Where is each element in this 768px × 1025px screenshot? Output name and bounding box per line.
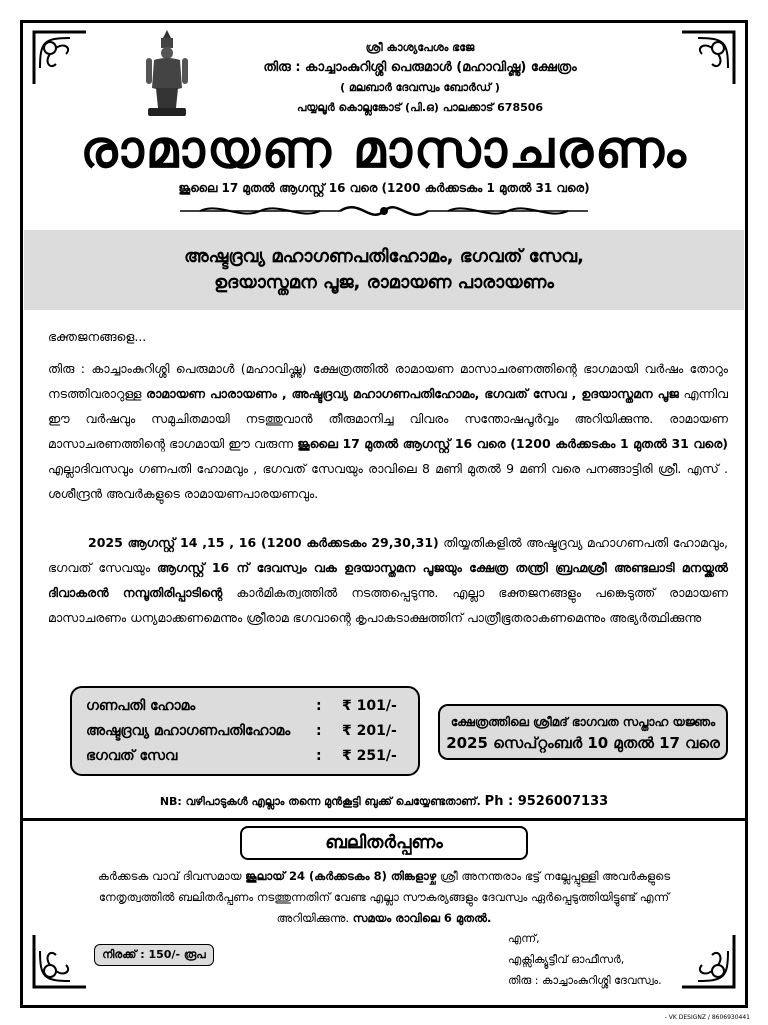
paragraph-1 [48,356,728,506]
phone-number: Ph : 9526007133 [484,794,609,809]
fee-name: ഭഗവത് സേവ [86,748,178,764]
temple-header [200,38,640,118]
invocation: ശ്രീ കാശ്യപേശം ഭജേ [365,41,475,54]
temple-name: തിരു : കാച്ചാംകുറിശ്ശി പെരുമാൾ (മഹാവിഷ്ണു) ക്ഷേത്രം [263,60,577,75]
fee-row [86,719,404,744]
offering-fees-box [70,686,420,776]
bali-bold-date: ജൂലായ് 24 (കർക്കടകം 8) തിങ്കളാഴ്ച [245,869,437,883]
para1-text: എല്ലാദിവസവും ഗണപതി ഹോമവും , ഭഗവത് സേവയും രാവിലെ 8 മണി മുതൽ 9 മണി വരെ പനങ്ങാട്ടിരി ശ്രീ. എസ് . ശശീന്ദ്രൻ അവർകളുടെ രാമായണപാരയണവും. [48,461,728,501]
greeting: ഭക്തജനങ്ങളെ... [48,329,147,344]
designer-credit: - VK DESIGNZ / 8606930441 [664,1014,750,1021]
event-dates: ജൂലൈ 17 മുതൽ ആഗസ്റ്റ് 16 വരെ (1200 കർക്കടകം 1 മുതൽ 31 വരെ) [178,181,590,195]
balitharpanam-text [90,866,678,929]
fee-row [86,744,404,769]
fee-price: ₹ 201/- [342,723,397,739]
fee-name: അഷ്ടദ്രവ്യ മഹാഗണപതിഹോമം [86,723,291,739]
corner-ornament-icon [30,28,90,88]
ornamental-divider-icon [180,200,588,222]
para1-bold: രാമായണ പാരായണം , അഷ്ടദ്രവ്യ മഹാഗണപതിഹോമം, ഭഗവത് സേവ , ഉദയാസ്തമന പൂജ [146,386,679,401]
temple-address: പയ്യലൂർ കൊല്ലങ്കോട് (പി.ഒ) പാലക്കാട് 678506 [296,101,544,114]
saptaha-dates: 2025 സെപ്റ്റംബർ 10 മുതൽ 17 വരെ [446,734,720,752]
corner-ornament-icon [30,931,90,991]
banner-line-1: അഷ്ടദ്രവ്യ മഹാഗണപതിഹോമം, ഭഗവത് സേവ, [184,246,584,267]
para2-text: തിയ്യതികളിൽ അഷ്ടദ്രവ്യ മഹാഗണപതി ഹോമവും, ഭഗവത് സേവയും [48,535,728,575]
deity-idol-icon [140,28,194,120]
saptaha-box [438,704,728,760]
fee-price: ₹ 251/- [342,748,397,764]
para1-text: തിരു : കാച്ചാംകുറിശ്ശി പെരുമാൾ (മഹാവിഷ്ണു) ക്ഷേത്രത്തിൽ രാമായണ മാസാചരണത്തിന്റെ ഭാഗമായി വർഷം തോറും നടത്തിവരാറുള്ള [48,361,728,401]
board-name: ( മലബാർ ദേവസ്വം ബോർഡ് ) [340,81,500,94]
saptaha-title: ക്ഷേത്രത്തിലെ ശ്രീമദ് ഭാഗവത സപ്താഹ യജ്ഞം [450,715,716,729]
section-divider [23,818,745,821]
signature-line: എക്സിക്യൂട്ടീവ് ഓഫീസർ, [508,953,625,966]
bali-text: ശ്രീ അനന്തരാം ഭട്ട് നല്ലേപ്പുള്ളി അവർകളുടെ നേതൃത്വത്തിൽ ബലിതർപ്പണം നടത്തുന്നതിന് വേണ്ട എല്ലാ സൗകര്യങ്ങളും ദേവസ്വം ഏർപ്പെടുത്തിയിട്ടുണ്ട് എന്ന് അറിയിക്കുന്നു. [98,869,671,925]
fee-separator: : [316,748,322,764]
banner-line-2: ഉദയാസ്തമന പൂജ, രാമായണ പാരായണം [214,272,554,293]
bali-text: കർക്കടക വാവ് ദിവസമായ [97,869,246,883]
booking-note [0,794,768,809]
signature-line: എന്ന്, [508,932,540,945]
fee-row [86,694,404,719]
para1-text: എന്നിവ ഈ വർഷവും സമുചിതമായി നടത്തുവാൻ തീരുമാനിച്ച വിവരം സന്തോഷപൂർവ്വം അറിയിക്കുന്നു. രാമായണ മാസാചരണത്തിന്റെ ഭാഗമായി ഈ വരുന്ന [48,386,729,451]
bali-bold-time: സമയം രാവിലെ 6 മുതൽ. [352,911,492,925]
fee-separator: : [316,698,322,714]
fee-price: ₹ 101/- [342,698,397,714]
rituals-banner [24,230,744,310]
fee-separator: : [316,723,322,739]
paragraph-2 [48,530,728,630]
corner-ornament-icon [678,28,738,88]
signature-line: തിരു : കാച്ചാംകുറിശ്ശി ദേവസ്വം. [508,974,662,987]
rate-badge: നിരക്ക് : 150/- രൂപ [94,944,214,966]
para2-bold-dates: 2025 ആഗസ്റ്റ് 14 ,15 , 16 (1200 കർക്കടകം 29,30,31) [88,535,439,550]
para1-bold-dates: ജൂലൈ 17 മുതൽ ആഗസ്റ്റ് 16 വരെ (1200 കർക്കടകം 1 മുതൽ 31 വരെ) [297,436,728,451]
fee-name: ഗണപതി ഹോമം [86,698,196,714]
corner-ornament-icon [678,931,738,991]
page-title: രാമായണ മാസാചരണം [80,119,688,180]
note-text: NB: വഴിപാടുകൾ എല്ലാം തന്നെ മുൻകൂട്ടി ബുക്ക് ചെയ്യേണ്ടതാണ്. [159,795,481,808]
balitharpanam-title: ബലിതർപ്പണം [240,826,528,860]
para2-text: കാർമികത്വത്തിൽ നടത്തപ്പെടുന്നു. എല്ലാ ഭക്തജനങ്ങളും പങ്കെടുത്ത് രാമായണ മാസാചരണം ധന്യമാക്കണമെന്നും ശ്രീരാമ ഭഗവാന്റെ കൃപാകടാക്ഷത്തിന് പാത്രീഭൂതരാകണമെന്നും അഭ്യർത്ഥിക്കുന്നു [48,585,728,625]
signature-block [508,928,662,991]
para2-bold: ആഗസ്റ്റ് 16 ന് ദേവസ്വം വക ഉദയാസ്തമന പൂജയും ക്ഷേത്ര തന്ത്രി ബ്രഹ്മശ്രീ അണ്ടലാടി മനയ്ക്കൽ ദിവാകരൻ നമ്പൂതിരിപ്പാടിന്റെ [48,560,728,600]
